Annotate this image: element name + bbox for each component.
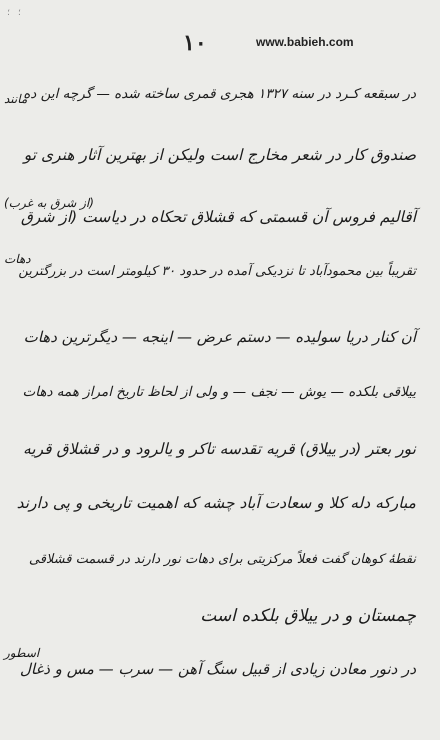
corner-marks: ؛ ؛ [6,8,23,18]
margin-note-4: اسطور [4,646,40,660]
text-line-9: نقطهٔ کوهان گفت فعلاً مرکزیتی برای دهات نور دارند در قسمت قشلاقی [28,552,416,567]
text-line-1: در سبقعه کـرد در سنه ۱۳۲۷ هجری قمری ساخته شده — گرچه این ده [23,86,416,102]
text-line-5: آن کنار دریا سولیده — دستم عرض — اینجه — دیگرترین دهات [23,328,416,346]
text-line-3: آقالیم فروس آن قسمتی که قشلاق تحکاه در دیاست (از شرق [20,208,416,226]
text-line-7: نور بعتر (در ییلاق) قریه تقدسه تاکر و یالرود و در قشلاق قریه [23,440,416,458]
margin-note-3: دهات [4,252,31,266]
page-number: ۱۰ [183,30,207,56]
text-line-8: مبارکه دله کلا و سعادت آباد چشه که اهمیت تاریخی و پی دارند [16,494,416,512]
text-line-11: در دنور معادن زیادی از قبیل سنگ آهن — سرب — مس و ذغال [19,660,416,678]
text-line-6: ییلاقی بلکده — یوش — نجف — و ولی از لحاظ تاریخ امراز همه دهات [22,384,416,400]
text-line-4: تقریباً بین محمودآباد تا نزدیکی آمده در حدود ۳۰ کیلومتر است در بزرگترین [18,264,416,279]
margin-note-1: مانند [4,92,28,106]
text-line-10: چمستان و در ییلاق بلکده است [200,606,416,626]
margin-note-2: (از شرق به غرب) [4,196,94,210]
watermark-url: www.babieh.com [256,35,354,49]
text-line-2: صندوق کار در شعر مخارج است ولیکن از بهترین آثار هنری تو [23,146,416,164]
